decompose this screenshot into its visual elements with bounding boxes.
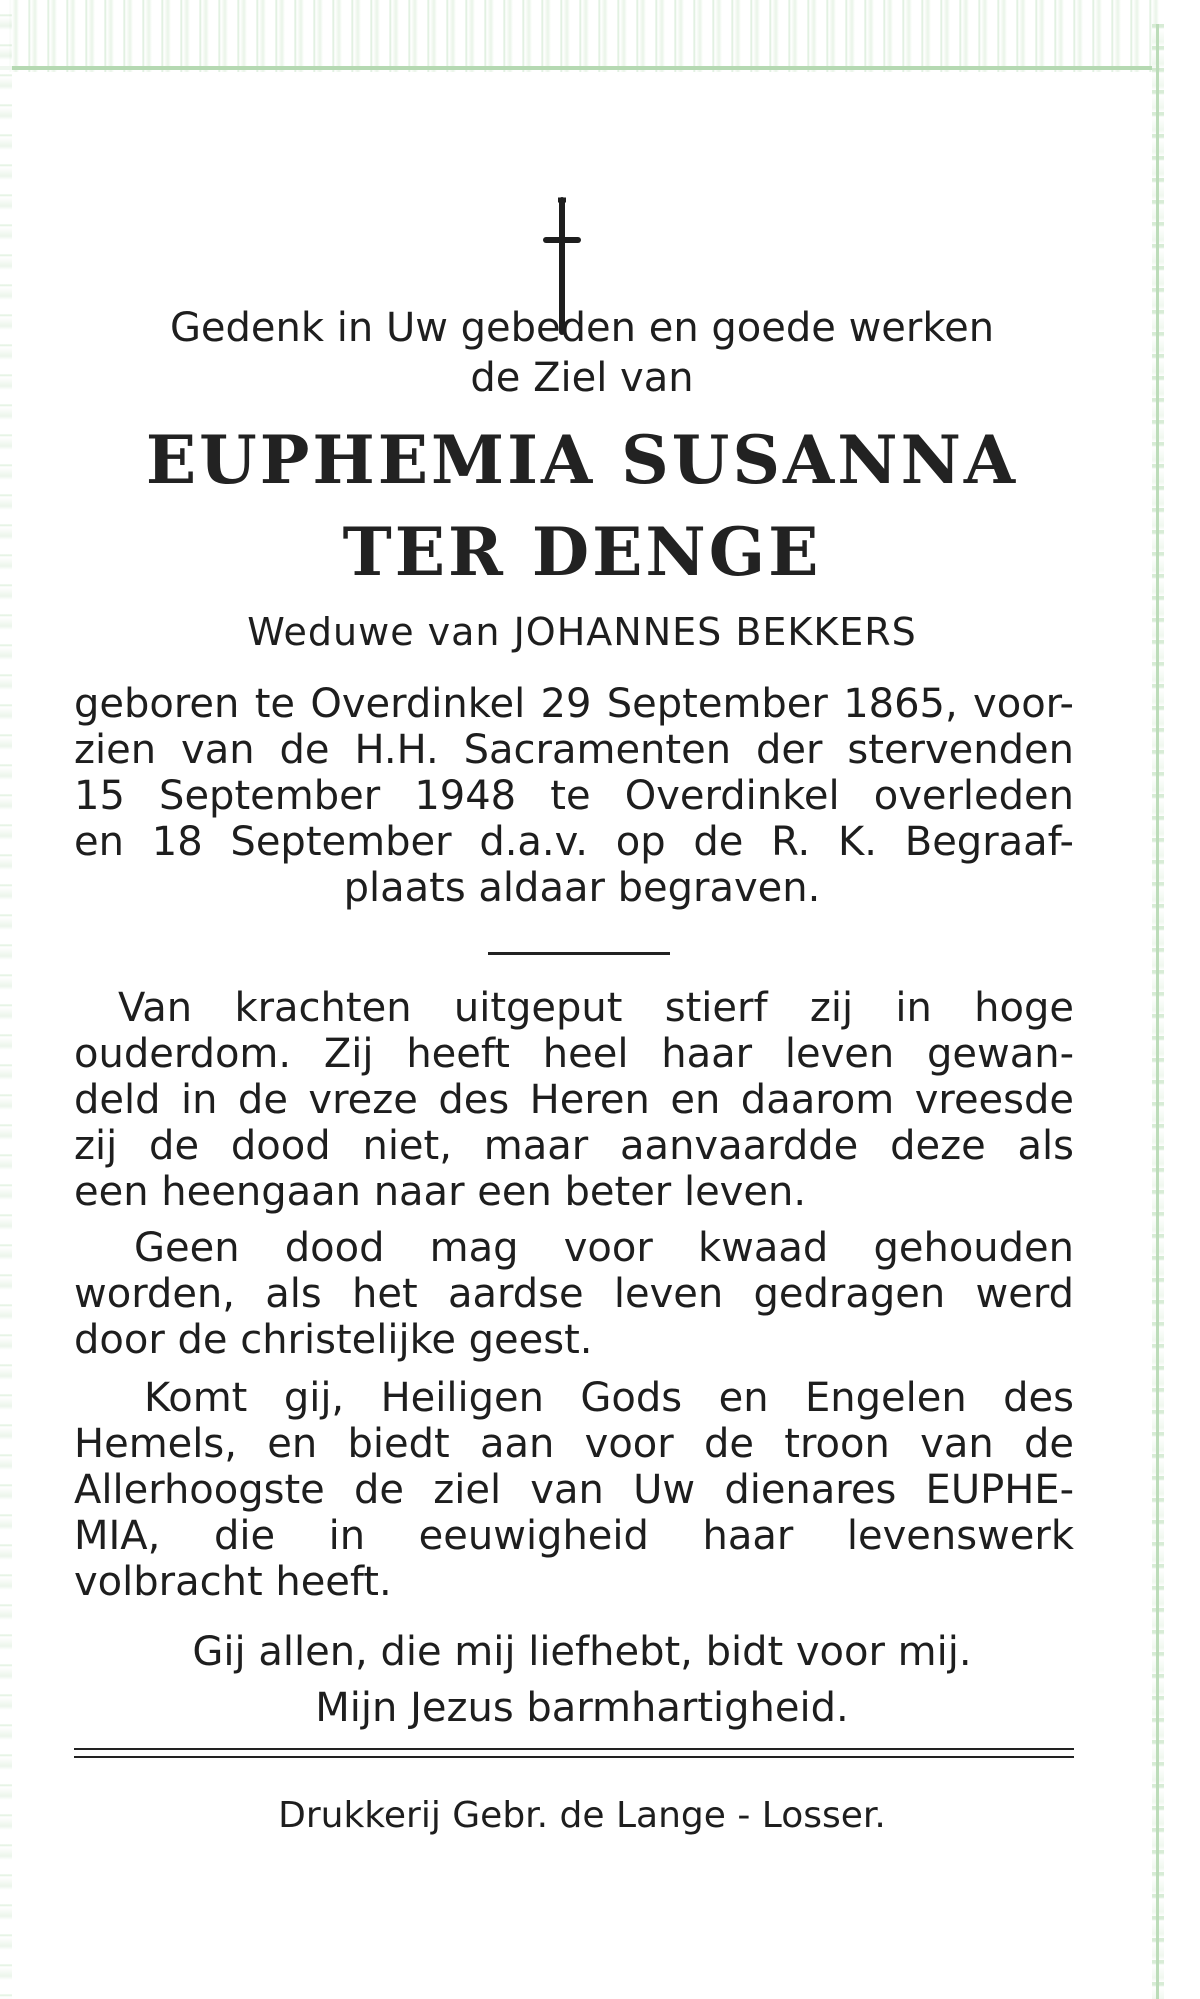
scan-edge-left (0, 0, 12, 1999)
biography-line: 15 September 1948 te Overdinkel overleden (74, 773, 1074, 819)
scan-edge-top-line (0, 66, 1160, 70)
widow-of-line: Weduwe van JOHANNES BEKKERS (247, 610, 917, 654)
prayer-line-1: Gij allen, die mij liefhebt, bidt voor mij. (192, 1629, 972, 1675)
footer-divider-bottom (74, 1756, 1074, 1758)
deceased-name-line-2: TER DENGE (342, 513, 822, 591)
prayer-line-2: Mijn Jezus barmhartigheid. (315, 1685, 849, 1731)
short-divider (488, 952, 670, 955)
paragraph-line: volbracht heeft. (74, 1559, 392, 1605)
paragraph-line: Van krachten uitgeput stierf zij in hoge (118, 985, 1074, 1031)
paragraph-line: MIA, die in eeuwigheid haar levenswerk (74, 1513, 1074, 1559)
intro-line-2: de Ziel van (470, 355, 694, 401)
paragraph-line: Hemels, en biedt aan voor de troon van de (74, 1421, 1074, 1467)
paragraph-line: deld in de vreze des Heren en daarom vreesde (74, 1077, 1074, 1123)
biography-line: zien van de H.H. Sacramenten der stervenden (74, 727, 1074, 773)
memorial-card (12, 72, 1152, 1992)
scan-edge-top (0, 0, 1160, 72)
scan-edge-right-line (1156, 24, 1159, 1999)
paragraph-line: zij de dood niet, maar aanvaardde deze als (74, 1123, 1074, 1169)
intro-line-1: Gedenk in Uw gebeden en goede werken (169, 305, 995, 351)
paragraph-line: Geen dood mag voor kwaad gehouden (134, 1225, 1074, 1271)
biography-line: geboren te Overdinkel 29 September 1865, voor- (74, 681, 1074, 727)
paragraph-line: worden, als het aardse leven gedragen werd (74, 1271, 1074, 1317)
printer-credit: Drukkerij Gebr. de Lange - Losser. (278, 1795, 886, 1836)
biography-line: plaats aldaar begraven. (343, 865, 821, 911)
paragraph-line: Allerhoogste de ziel van Uw dienares EUPHE- (74, 1467, 1074, 1513)
biography-line: en 18 September d.a.v. op de R. K. Begraaf- (74, 819, 1074, 865)
paragraph-line: Komt gij, Heiligen Gods en Engelen des (144, 1375, 1074, 1421)
deceased-name-line-1: EUPHEMIA SUSANNA (145, 421, 1019, 499)
footer-divider-top (74, 1748, 1074, 1750)
paragraph-line: ouderdom. Zij heeft heel haar leven gewan- (74, 1031, 1074, 1077)
paragraph-line: door de christelijke geest. (74, 1317, 593, 1363)
paragraph-line: een heengaan naar een beter leven. (74, 1169, 807, 1215)
